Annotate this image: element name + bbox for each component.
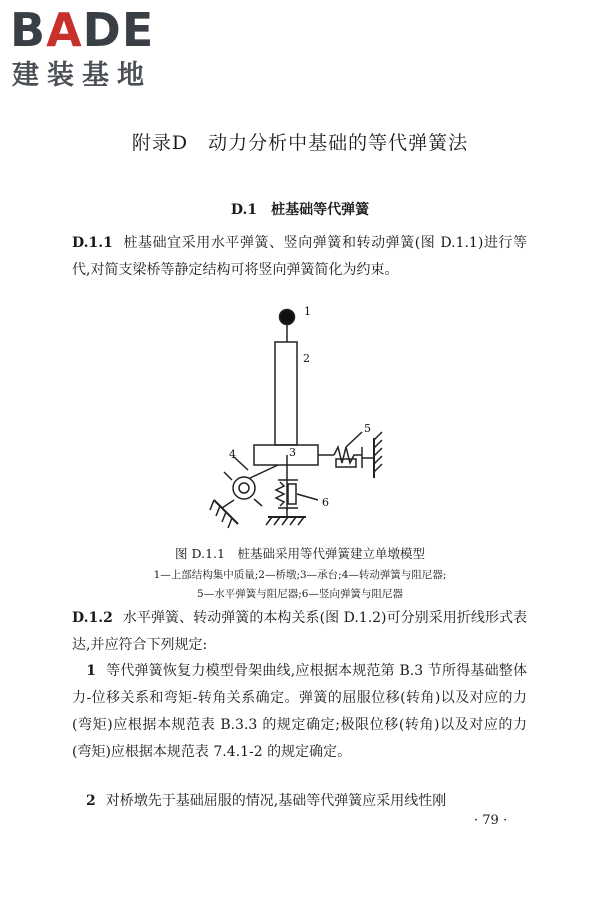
rotational-spring (233, 477, 255, 499)
vertical-damper (288, 484, 296, 504)
logo-brand: BADE (10, 3, 155, 57)
pier-foundation-figure (200, 300, 400, 545)
clause-d-1-2 (72, 605, 527, 659)
list-item-2 (72, 788, 527, 815)
pile-cap-rect (254, 445, 318, 465)
mass-circle (280, 310, 295, 325)
logo-subtitle: 建装基地 (12, 60, 152, 91)
pier-rect (275, 342, 297, 445)
page-number: · 79 · (474, 813, 508, 828)
figure-label-5: 5 (364, 422, 371, 435)
bade-logo (10, 4, 210, 96)
clause-d-1-1 (72, 230, 527, 284)
figure-legend-line-1: 1—上部结构集中质量;2—桥墩;3—承台;4—转动弹簧与阻尼器; (153, 569, 447, 581)
vertical-spring (276, 482, 284, 506)
figure-label-1: 1 (304, 305, 311, 318)
clause-number: D.1.2 (72, 610, 113, 626)
figure-label-6: 6 (322, 496, 329, 509)
list-item-1 (72, 658, 527, 766)
clause-text: 桩基础宜采用水平弹簧、竖向弹簧和转动弹簧(图 D.1.1)进行等代,对简支梁桥等静定结构可将竖向弹簧简化为约束。 (72, 235, 527, 278)
clause-number: D.1.1 (72, 235, 113, 251)
figure-label-3: 3 (289, 446, 296, 459)
item-number: 1 (86, 663, 96, 679)
clause-text: 水平弹簧、转动弹簧的本构关系(图 D.1.2)可分别采用折线形式表达,并应符合下列规定: (72, 610, 527, 653)
item-text: 对桥墩先于基础屈服的情况,基础等代弹簧应采用线性刚 (105, 793, 447, 809)
horizontal-spring (334, 447, 362, 463)
figure-label-2: 2 (303, 352, 310, 365)
figure-caption: 图 D.1.1 桩基础采用等代弹簧建立单墩模型 (175, 546, 425, 561)
section-title: D.1 桩基础等代弹簧 (230, 202, 370, 218)
item-number: 2 (86, 793, 96, 809)
figure-legend-line-2: 5—水平弹簧与阻尼器;6—竖向弹簧与阻尼器 (197, 588, 403, 600)
item-text: 等代弹簧恢复力模型骨架曲线,应根据本规范第 B.3 节所得基础整体力-位移关系和弯矩-转角关系确定。弹簧的屈服位移(转角)以及对应的力(弯矩)应根据本规范表 B.3.3 的规定确定;极限位移(转角)以及对应的力(弯矩)应根据本规范表 7.4.1-2 的规定确定。 (72, 663, 527, 760)
horizontal-damper (336, 459, 356, 467)
figure-label-4: 4 (229, 448, 236, 461)
appendix-title: 附录D 动力分析中基础的等代弹簧法 (131, 132, 469, 154)
